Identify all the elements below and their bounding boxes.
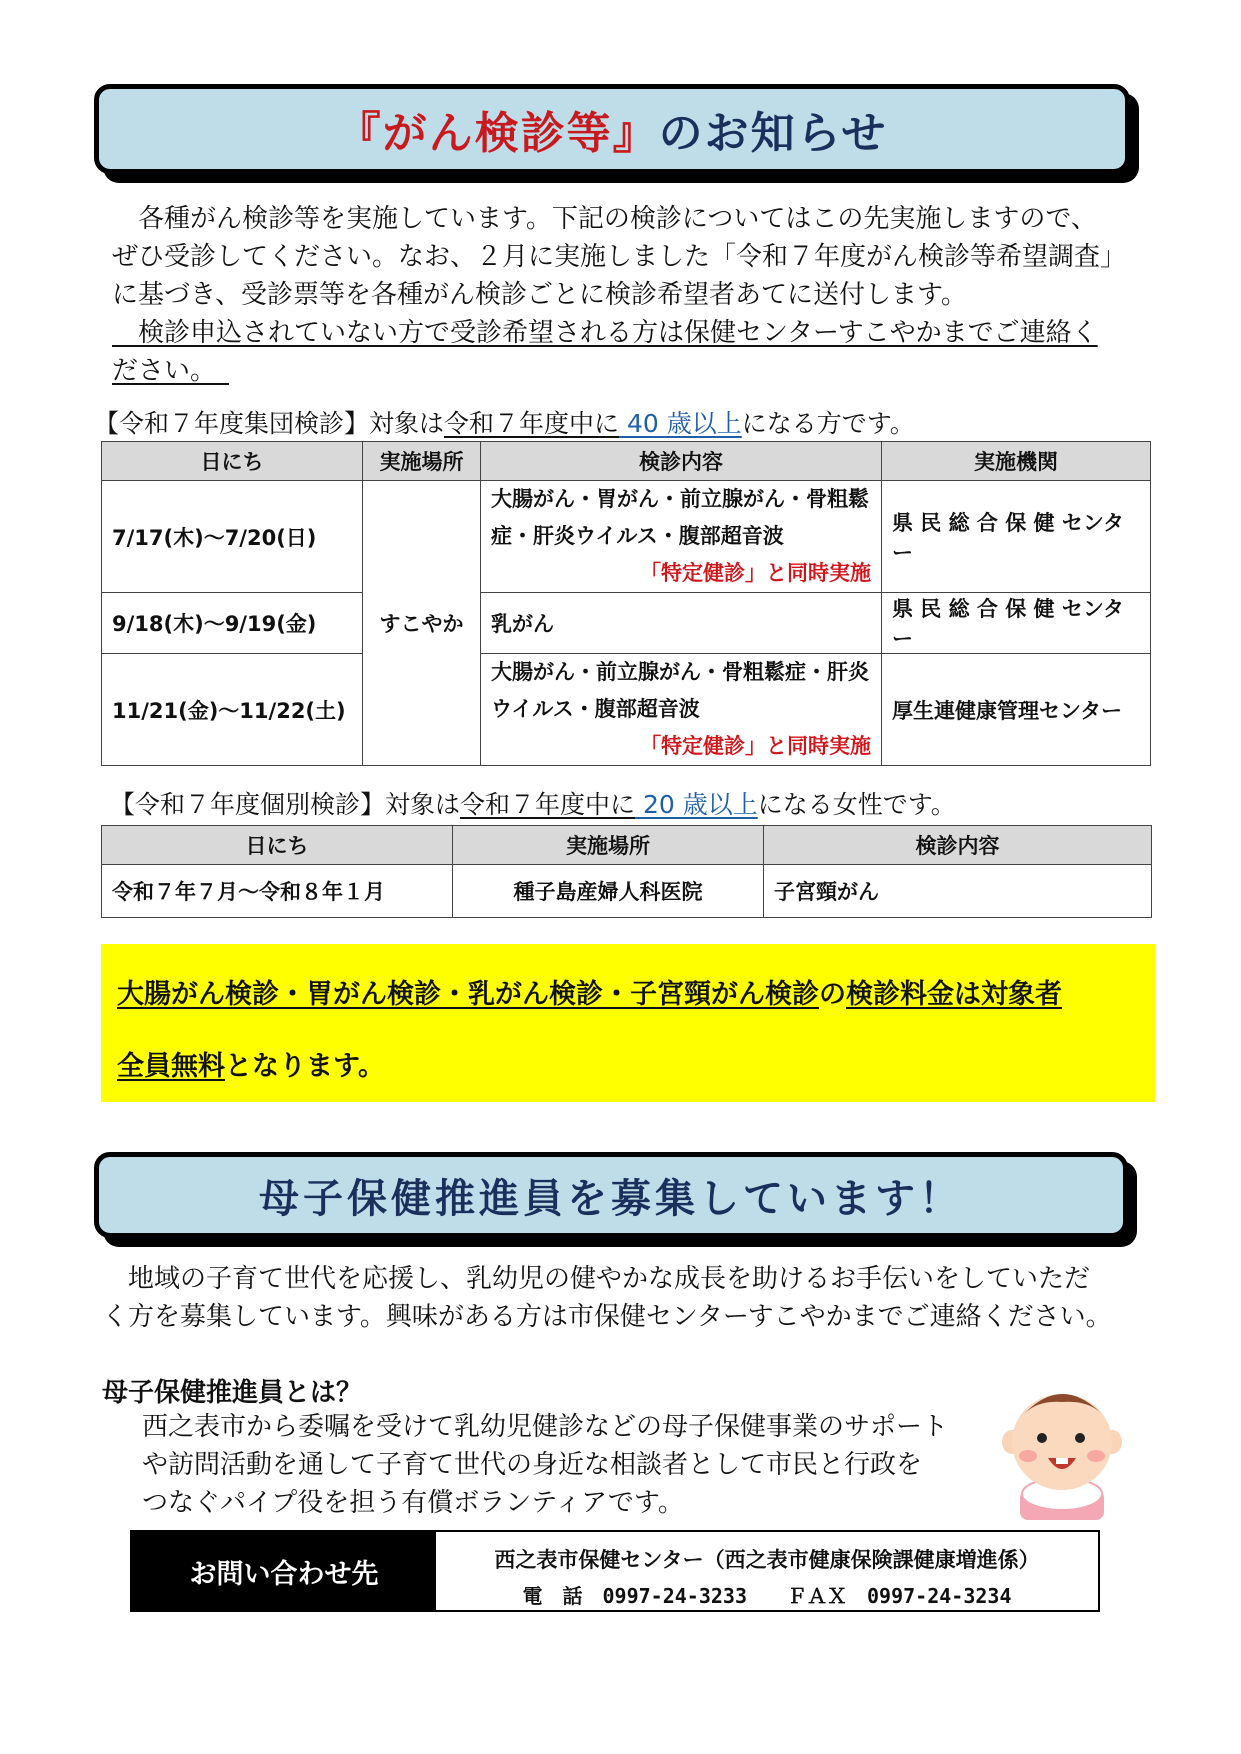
baby-cheek-right bbox=[1087, 1450, 1105, 1462]
baby-eye-right bbox=[1075, 1433, 1085, 1443]
recruit-banner bbox=[94, 1152, 1128, 1238]
contact-label: お問い合わせ先 bbox=[132, 1532, 436, 1610]
free-exam-notice: 大腸がん検診・胃がん検診・乳がん検診・子宮頸がん検診の検診料金は対象者 全員無料となります。 bbox=[101, 944, 1155, 1102]
individual-exam-table: 日にち 実施場所 検診内容 令和７年７月～令和８年１月 種子島産婦人科医院 子宮頸がん bbox=[101, 825, 1152, 918]
contact-phone: 電 話 0997-24-3233 ＦＡＸ 0997-24-3234 bbox=[522, 1584, 1012, 1608]
baby-cheek-left bbox=[1019, 1450, 1037, 1462]
group-exam-table bbox=[101, 441, 1151, 766]
recruit-intro: 地域の子育て世代を応援し、乳幼児の健やかな成長を助けるお手伝いをしていただ く方を募集しています。興味がある方は市保健センターすこやかまでご連絡ください。 bbox=[102, 1264, 1112, 1332]
table-row: 9/18(木)～9/19(金) 乳がん 県 民 総 合 保 健 センター bbox=[102, 593, 1151, 654]
cancer-intro: 各種がん検診等を実施しています。下記の検診についてはこの先実施しますので、 ぜひ受診してください。なお、２月に実施しました「令和７年度がん検診等希望調査」 に基づき、受診票等を各種がん検診ごとに検診希望者あてに送付します。 検診申込されていない方で受診希望される方は保健センターすこやかまでご連絡く ださい。 bbox=[112, 204, 1127, 386]
col-content: 検診内容 bbox=[481, 442, 882, 481]
contact-info bbox=[436, 1532, 1098, 1610]
contact-box bbox=[130, 1530, 1100, 1612]
table-row: 7/17(木)～7/20(日) すこやか 大腸がん・胃がん・前立腺がん・骨粗鬆 症・肝炎ウイルス・腹部超音波 「特定健診」と同時実施 県 民 総 合 保 健 センター bbox=[102, 481, 1151, 593]
col-org: 実施機関 bbox=[882, 442, 1151, 481]
group-exam-caption: 【令和７年度集団検診】対象は令和７年度中に 40 歳以上になる方です。 bbox=[94, 409, 915, 438]
individual-exam-caption: 【令和７年度個別検診】対象は令和７年度中に 20 歳以上になる女性です。 bbox=[110, 790, 956, 819]
recruit-subheading: 母子保健推進員とは？ bbox=[102, 1378, 363, 1408]
col-date: 日にち bbox=[102, 442, 363, 481]
contact-org: 西之表市保健センター（西之表市健康保険課健康増進係） bbox=[494, 1548, 1040, 1572]
table-row: 11/21(金)～11/22(土) 大腸がん・前立腺がん・骨粗鬆症・肝炎 ウイルス・腹部超音波 「特定健診」と同時実施 厚生連健康管理センター bbox=[102, 654, 1151, 766]
table-row: 令和７年７月～令和８年１月 種子島産婦人科医院 子宮頸がん bbox=[102, 865, 1152, 918]
col-venue: 実施場所 bbox=[363, 442, 481, 481]
cancer-notice-title: 『がん検診等』のお知らせ bbox=[336, 108, 888, 159]
baby-teeth bbox=[1056, 1458, 1068, 1464]
baby-face bbox=[1012, 1394, 1112, 1490]
baby-illustration bbox=[998, 1380, 1126, 1520]
recruit-description: 西之表市から委嘱を受けて乳幼児健診などの母子保健事業のサポート や訪問活動を通して子育て世代の身近な相談者として市民と行政を つなぐパイプ役を担う有償ボランティアです。 bbox=[142, 1412, 949, 1518]
recruit-title: 母子保健推進員を募集しています！ bbox=[259, 1175, 963, 1222]
cancer-notice-banner bbox=[94, 84, 1130, 174]
baby-eye-left bbox=[1037, 1433, 1047, 1443]
